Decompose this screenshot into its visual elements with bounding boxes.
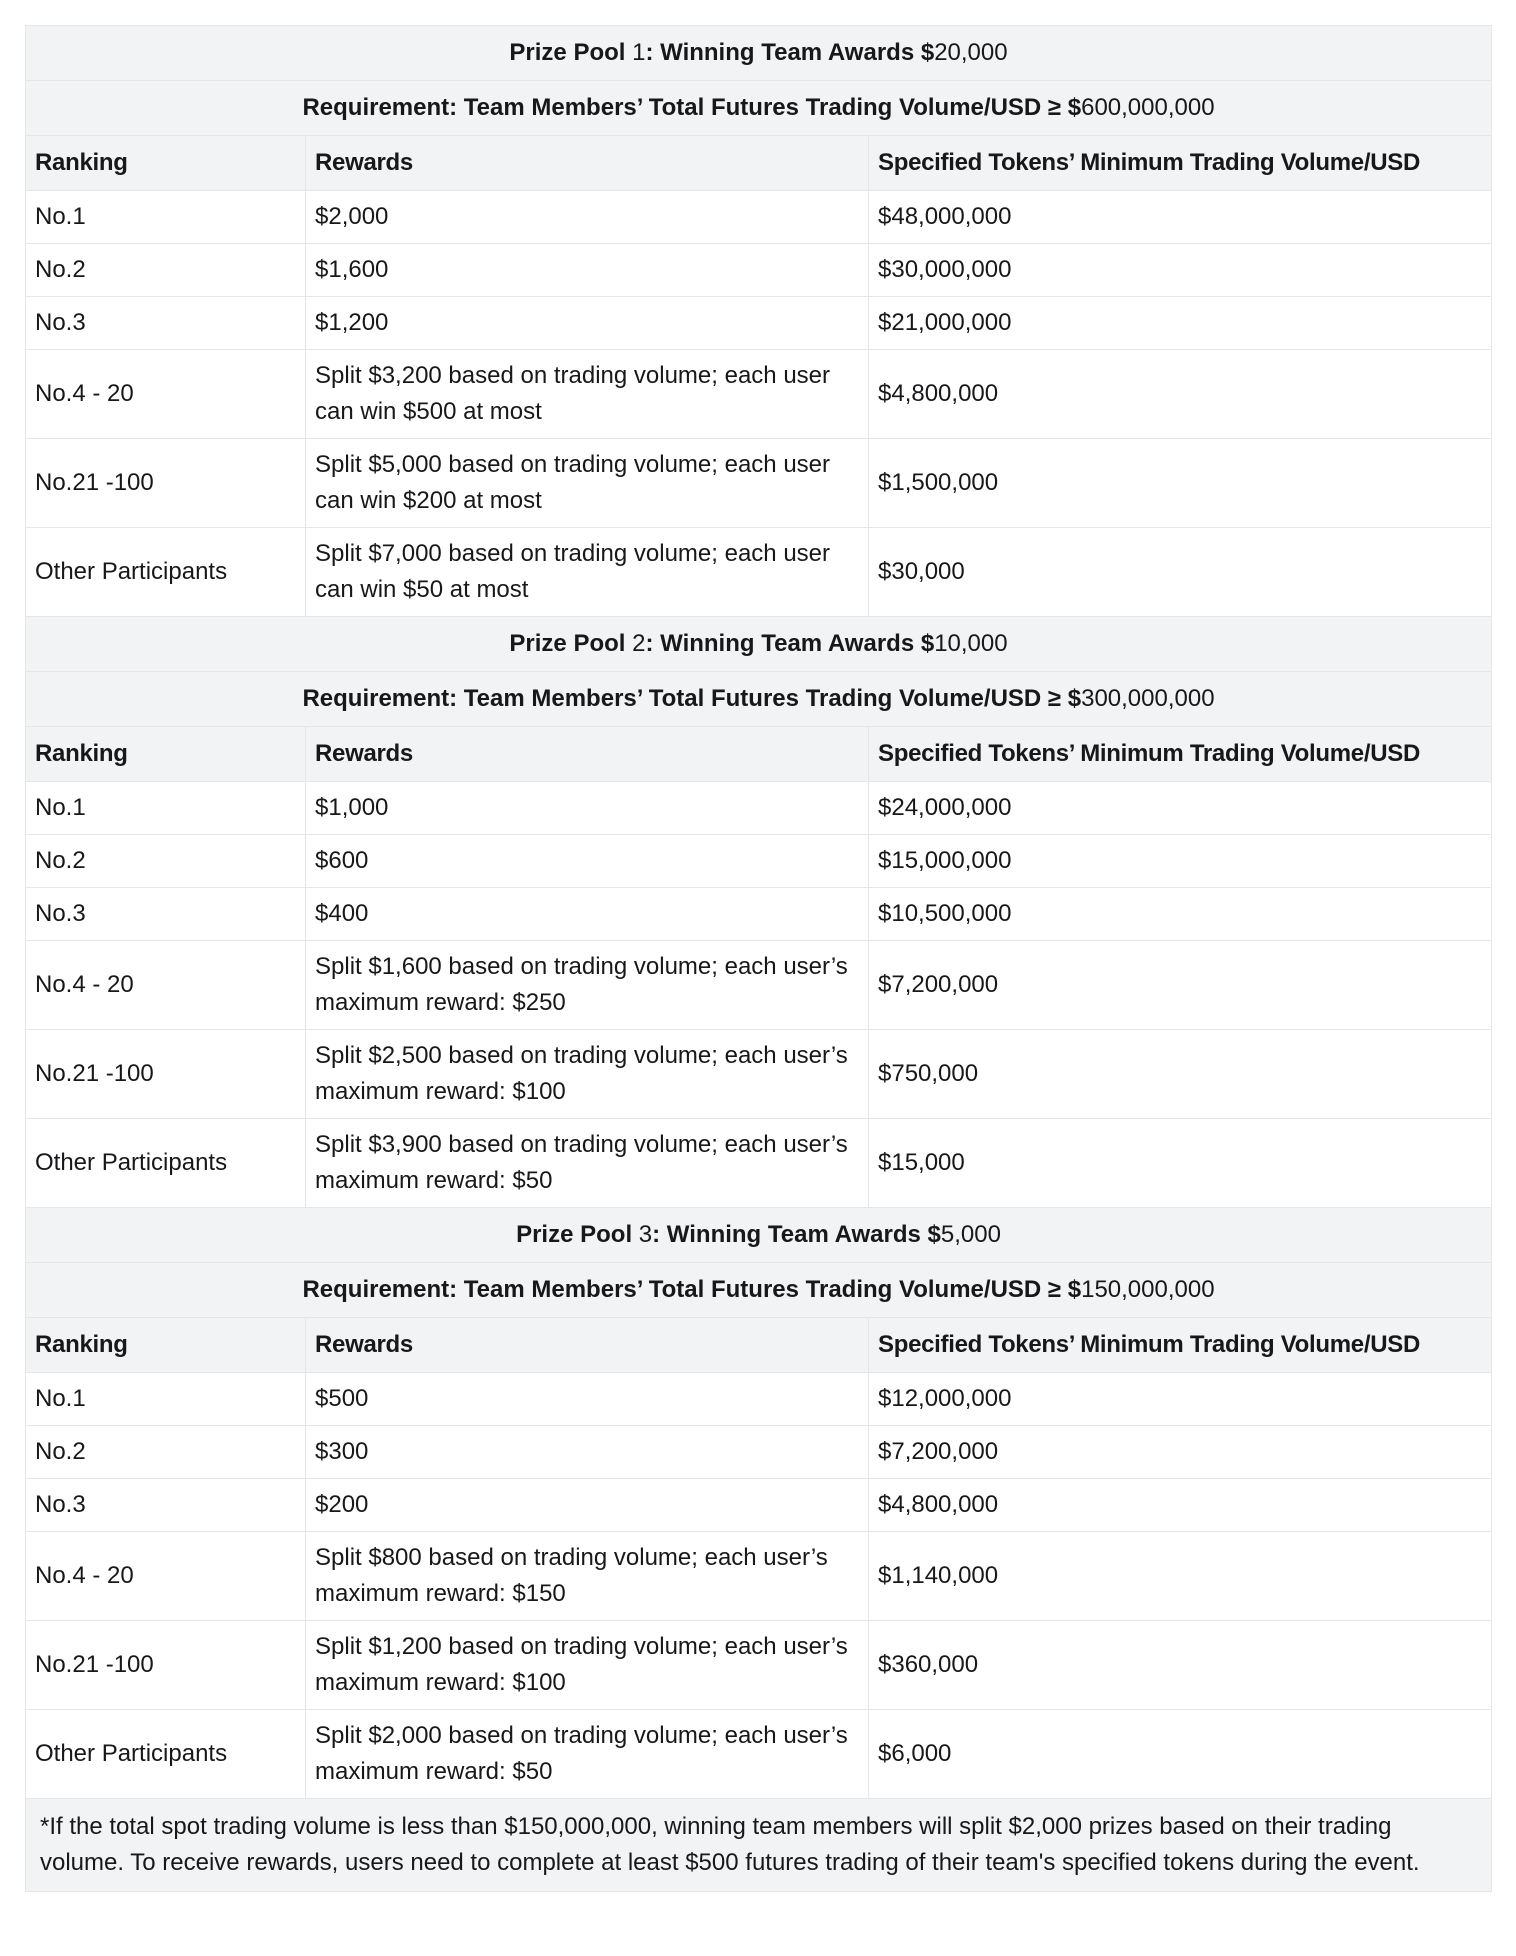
pool-3-title [26, 1208, 1492, 1263]
pool-2-column-header-row [26, 727, 1492, 782]
ranking-cell: Other Participants [26, 528, 306, 617]
table-row [26, 439, 1492, 528]
table-row [26, 244, 1492, 297]
pool-1-title-row [26, 26, 1492, 81]
rewards-cell: $500 [306, 1373, 869, 1426]
ranking-cell: No.21 -100 [26, 1621, 306, 1710]
table-row [26, 835, 1492, 888]
column-header-ranking: Ranking [26, 136, 306, 191]
pool-3-requirement-row [26, 1263, 1492, 1318]
table-row [26, 1373, 1492, 1426]
pool-1-title [26, 26, 1492, 81]
table-row [26, 350, 1492, 439]
rewards-cell: Split $2,000 based on trading volume; each user’s maximum reward: $50 [306, 1710, 869, 1799]
volume-cell: $7,200,000 [869, 1426, 1492, 1479]
rewards-cell: $1,600 [306, 244, 869, 297]
column-header-rewards: Rewards [306, 1318, 869, 1373]
table-row [26, 191, 1492, 244]
text-segment: 1 [632, 39, 646, 66]
text-segment: 10,000 [934, 630, 1008, 657]
text-segment: Prize Pool [516, 1221, 639, 1248]
pool-3-requirement [26, 1263, 1492, 1318]
volume-cell: $21,000,000 [869, 297, 1492, 350]
pool-2-requirement [26, 672, 1492, 727]
prize-pool-table [25, 25, 1492, 1892]
column-header-ranking: Ranking [26, 727, 306, 782]
pool-2-requirement-row [26, 672, 1492, 727]
footnote-section [26, 1799, 1492, 1892]
volume-cell: $4,800,000 [869, 1479, 1492, 1532]
rewards-cell: Split $1,600 based on trading volume; each user’s maximum reward: $250 [306, 941, 869, 1030]
text-segment: 300,000,000 [1081, 685, 1215, 712]
pool-2-rows [26, 782, 1492, 1208]
ranking-cell: No.1 [26, 191, 306, 244]
volume-cell: $7,200,000 [869, 941, 1492, 1030]
rewards-cell: $300 [306, 1426, 869, 1479]
pool-1-rows [26, 191, 1492, 617]
table-row [26, 528, 1492, 617]
rewards-cell: Split $2,500 based on trading volume; each user’s maximum reward: $100 [306, 1030, 869, 1119]
pool-3-column-header-row [26, 1318, 1492, 1373]
rewards-cell: Split $800 based on trading volume; each user’s maximum reward: $150 [306, 1532, 869, 1621]
ranking-cell: No.2 [26, 1426, 306, 1479]
text-segment: Requirement: Team Members’ Total Futures Trading Volume/USD ≥ $ [302, 685, 1082, 712]
pool-2-title [26, 617, 1492, 672]
pool-1-column-header-row [26, 136, 1492, 191]
rewards-cell: $400 [306, 888, 869, 941]
volume-cell: $30,000,000 [869, 244, 1492, 297]
text-segment: 5,000 [940, 1221, 1001, 1248]
volume-cell: $15,000,000 [869, 835, 1492, 888]
volume-cell: $30,000 [869, 528, 1492, 617]
table-row [26, 1710, 1492, 1799]
volume-cell: $6,000 [869, 1710, 1492, 1799]
rewards-cell: Split $1,200 based on trading volume; each user’s maximum reward: $100 [306, 1621, 869, 1710]
text-segment: Requirement: Team Members’ Total Futures Trading Volume/USD ≥ $ [302, 1276, 1082, 1303]
text-segment: 600,000,000 [1081, 94, 1215, 121]
rewards-cell: $200 [306, 1479, 869, 1532]
text-segment: 20,000 [934, 39, 1008, 66]
ranking-cell: No.1 [26, 1373, 306, 1426]
ranking-cell: No.1 [26, 782, 306, 835]
text-segment: 3 [638, 1221, 653, 1248]
rewards-cell: Split $5,000 based on trading volume; each user can win $200 at most [306, 439, 869, 528]
volume-cell: $12,000,000 [869, 1373, 1492, 1426]
volume-cell: $48,000,000 [869, 191, 1492, 244]
table-row [26, 941, 1492, 1030]
column-header-volume: Specified Tokens’ Minimum Trading Volume/USD [869, 1318, 1492, 1373]
ranking-cell: No.3 [26, 888, 306, 941]
table-row [26, 1479, 1492, 1532]
ranking-cell: Other Participants [26, 1710, 306, 1799]
volume-cell: $750,000 [869, 1030, 1492, 1119]
table-row [26, 1621, 1492, 1710]
pool-3-rows [26, 1373, 1492, 1799]
pool-2-header-section [26, 617, 1492, 782]
ranking-cell: No.4 - 20 [26, 350, 306, 439]
ranking-cell: No.2 [26, 244, 306, 297]
rewards-cell: Split $3,900 based on trading volume; each user’s maximum reward: $50 [306, 1119, 869, 1208]
column-header-ranking: Ranking [26, 1318, 306, 1373]
rewards-cell: Split $3,200 based on trading volume; each user can win $500 at most [306, 350, 869, 439]
volume-cell: $15,000 [869, 1119, 1492, 1208]
column-header-volume: Specified Tokens’ Minimum Trading Volume/USD [869, 136, 1492, 191]
volume-cell: $360,000 [869, 1621, 1492, 1710]
table-row [26, 1532, 1492, 1621]
volume-cell: $4,800,000 [869, 350, 1492, 439]
rewards-cell: Split $7,000 based on trading volume; each user can win $50 at most [306, 528, 869, 617]
column-header-rewards: Rewards [306, 136, 869, 191]
pool-3-title-row [26, 1208, 1492, 1263]
pool-3-header-section [26, 1208, 1492, 1373]
text-segment: Prize Pool [509, 39, 633, 66]
text-segment: 150,000,000 [1081, 1276, 1215, 1303]
volume-cell: $1,140,000 [869, 1532, 1492, 1621]
footnote-row [26, 1799, 1492, 1892]
text-segment: : Winning Team Awards $ [645, 39, 935, 66]
text-segment: 2 [632, 630, 646, 657]
pool-1-requirement [26, 81, 1492, 136]
ranking-cell: No.4 - 20 [26, 941, 306, 1030]
table-row [26, 888, 1492, 941]
text-segment: Requirement: Team Members’ Total Futures Trading Volume/USD ≥ $ [302, 94, 1082, 121]
rewards-cell: $1,200 [306, 297, 869, 350]
table-row [26, 297, 1492, 350]
rewards-cell: $1,000 [306, 782, 869, 835]
table-row [26, 1030, 1492, 1119]
volume-cell: $1,500,000 [869, 439, 1492, 528]
ranking-cell: No.21 -100 [26, 439, 306, 528]
text-segment: : Winning Team Awards $ [652, 1221, 941, 1248]
text-segment: : Winning Team Awards $ [645, 630, 935, 657]
table-row [26, 1119, 1492, 1208]
pool-1-requirement-row [26, 81, 1492, 136]
text-segment: Prize Pool [509, 630, 633, 657]
rewards-cell: $2,000 [306, 191, 869, 244]
pool-1-header-section [26, 26, 1492, 191]
pool-2-title-row [26, 617, 1492, 672]
ranking-cell: No.3 [26, 1479, 306, 1532]
volume-cell: $10,500,000 [869, 888, 1492, 941]
ranking-cell: No.4 - 20 [26, 1532, 306, 1621]
column-header-volume: Specified Tokens’ Minimum Trading Volume/USD [869, 727, 1492, 782]
footnote-text: *If the total spot trading volume is less than $150,000,000, winning team members will split $2,000 prizes based on their trading volume. To receive rewards, users need to complete at least $500 futures trading of their team's specified tokens during the event. [26, 1799, 1492, 1892]
ranking-cell: No.3 [26, 297, 306, 350]
table-row [26, 782, 1492, 835]
volume-cell: $24,000,000 [869, 782, 1492, 835]
ranking-cell: No.21 -100 [26, 1030, 306, 1119]
column-header-rewards: Rewards [306, 727, 869, 782]
ranking-cell: Other Participants [26, 1119, 306, 1208]
ranking-cell: No.2 [26, 835, 306, 888]
rewards-cell: $600 [306, 835, 869, 888]
table-row [26, 1426, 1492, 1479]
